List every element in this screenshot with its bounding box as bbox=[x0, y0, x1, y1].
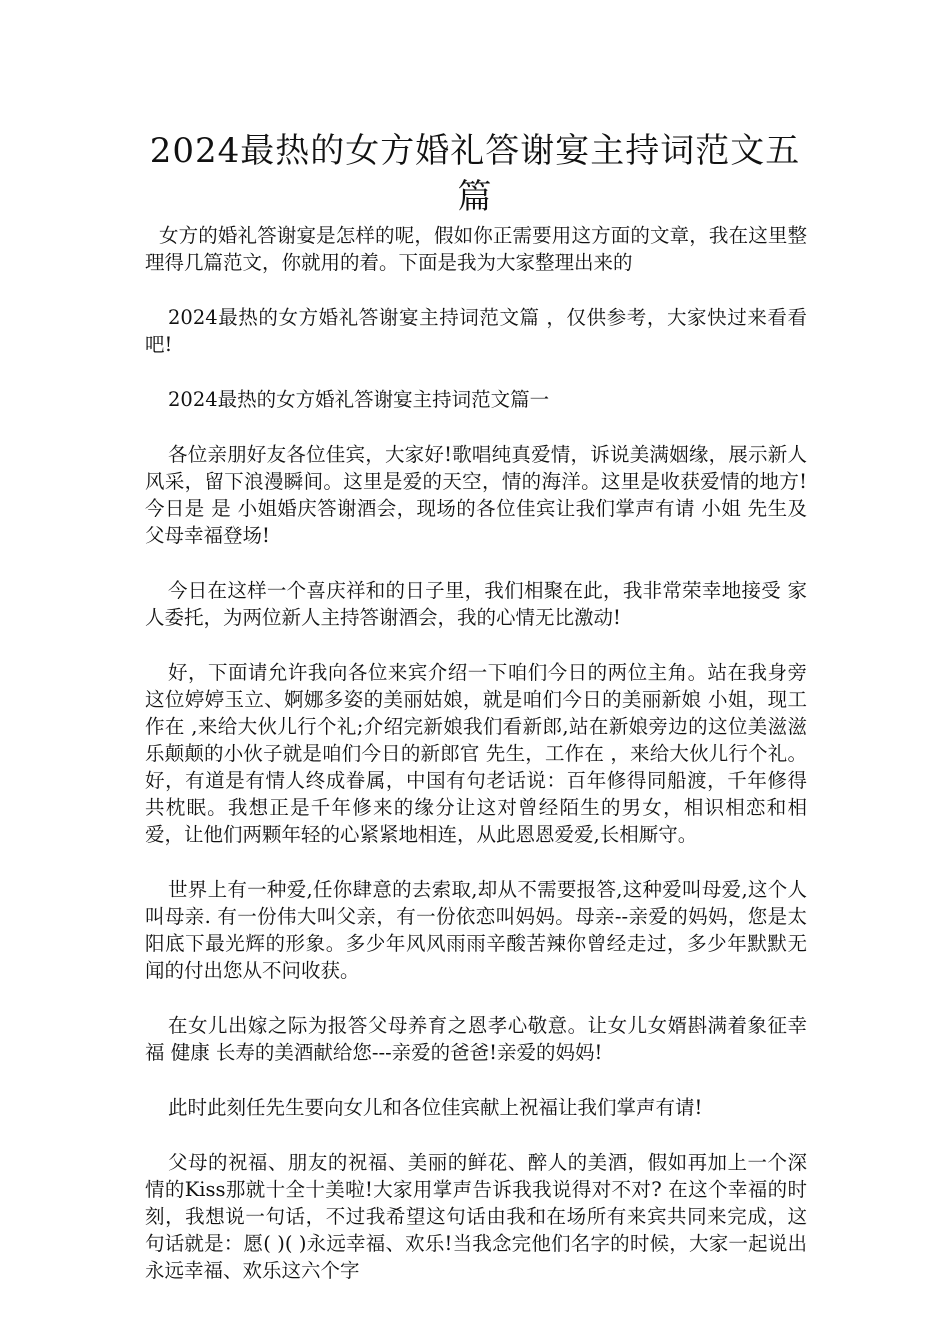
body-paragraph: 父母的祝福、朋友的祝福、美丽的鲜花、醉人的美酒，假如再加上一个深情的Kiss那就十全十美啦!大家用掌声告诉我我说得对不对? 在这个幸福的时刻，我想说一句话，不过我希望这句话由我和在场所有来宾共同来完成，这句话就是：愿( )( )永远幸福、欢乐!当我念完他们名字的时候，大家一起说出永远幸福、欢乐这六个字 bbox=[145, 1151, 807, 1282]
body-paragraph: 在女儿出嫁之际为报答父母养育之恩孝心敬意。让女儿女婿斟满着象征幸福 健康 长寿的美酒献给您---亲爱的爸爸!亲爱的妈妈! bbox=[145, 1014, 807, 1064]
body-paragraph: 今日在这样一个喜庆祥和的日子里，我们相聚在此，我非常荣幸地接受 家人委托，为两位新人主持答谢酒会，我的心情无比激动! bbox=[145, 579, 807, 629]
intro-note-paragraph: 2024最热的女方婚礼答谢宴主持词范文篇 ，仅供参考，大家快过来看看吧! bbox=[145, 306, 807, 356]
document-body bbox=[145, 222, 807, 1312]
intro-paragraph: 女方的婚礼答谢宴是怎样的呢，假如你正需要用这方面的文章，我在这里整理得几篇范文，你就用的着。下面是我为大家整理出来的 bbox=[145, 224, 807, 274]
section-heading: 2024最热的女方婚礼答谢宴主持词范文篇一 bbox=[168, 388, 550, 411]
body-paragraph: 好，下面请允许我向各位来宾介绍一下咱们今日的两位主角。站在我身旁这位婷婷玉立、婀娜多姿的美丽姑娘，就是咱们今日的美丽新娘 小姐，现工作在 ,来给大伙儿行个礼;介绍完新娘我们看新郎,站在新娘旁边的这位美滋滋乐颠颠的小伙子就是咱们今日的新郎官 先生，工作在 ，来给大伙儿行个礼。好，有道是有情人终成眷属，中国有句老话说：百年修得同船渡，千年修得共枕眠。我想正是千年修来的缘分让这对曾经陌生的男女，相识相恋和相爱，让他们两颗年轻的心紧紧地相连，从此恩恩爱爱,长相厮守。 bbox=[145, 661, 807, 846]
body-paragraph: 各位亲朋好友各位佳宾，大家好!歌唱纯真爱情，诉说美满姻缘，展示新人风采，留下浪漫瞬间。这里是爱的天空，情的海洋。这里是收获爱情的地方!今日是 是 小姐婚庆答谢酒会，现场的各位佳宾让我们掌声有请 小姐 先生及父母幸福登场! bbox=[145, 443, 807, 547]
body-paragraph: 世界上有一种爱,任你肆意的去索取,却从不需要报答,这种爱叫母爱,这个人叫母亲. 有一份伟大叫父亲，有一份依恋叫妈妈。母亲--亲爱的妈妈，您是太阳底下最光辉的形象。多少年风风雨雨辛酸苦辣你曾经走过，多少年默默无闻的付出您从不问收获。 bbox=[145, 878, 807, 982]
body-paragraph: 此时此刻任先生要向女儿和各位佳宾献上祝福让我们掌声有请! bbox=[168, 1096, 703, 1119]
document-title: 2024最热的女方婚礼答谢宴主持词范文五篇 bbox=[149, 131, 801, 217]
